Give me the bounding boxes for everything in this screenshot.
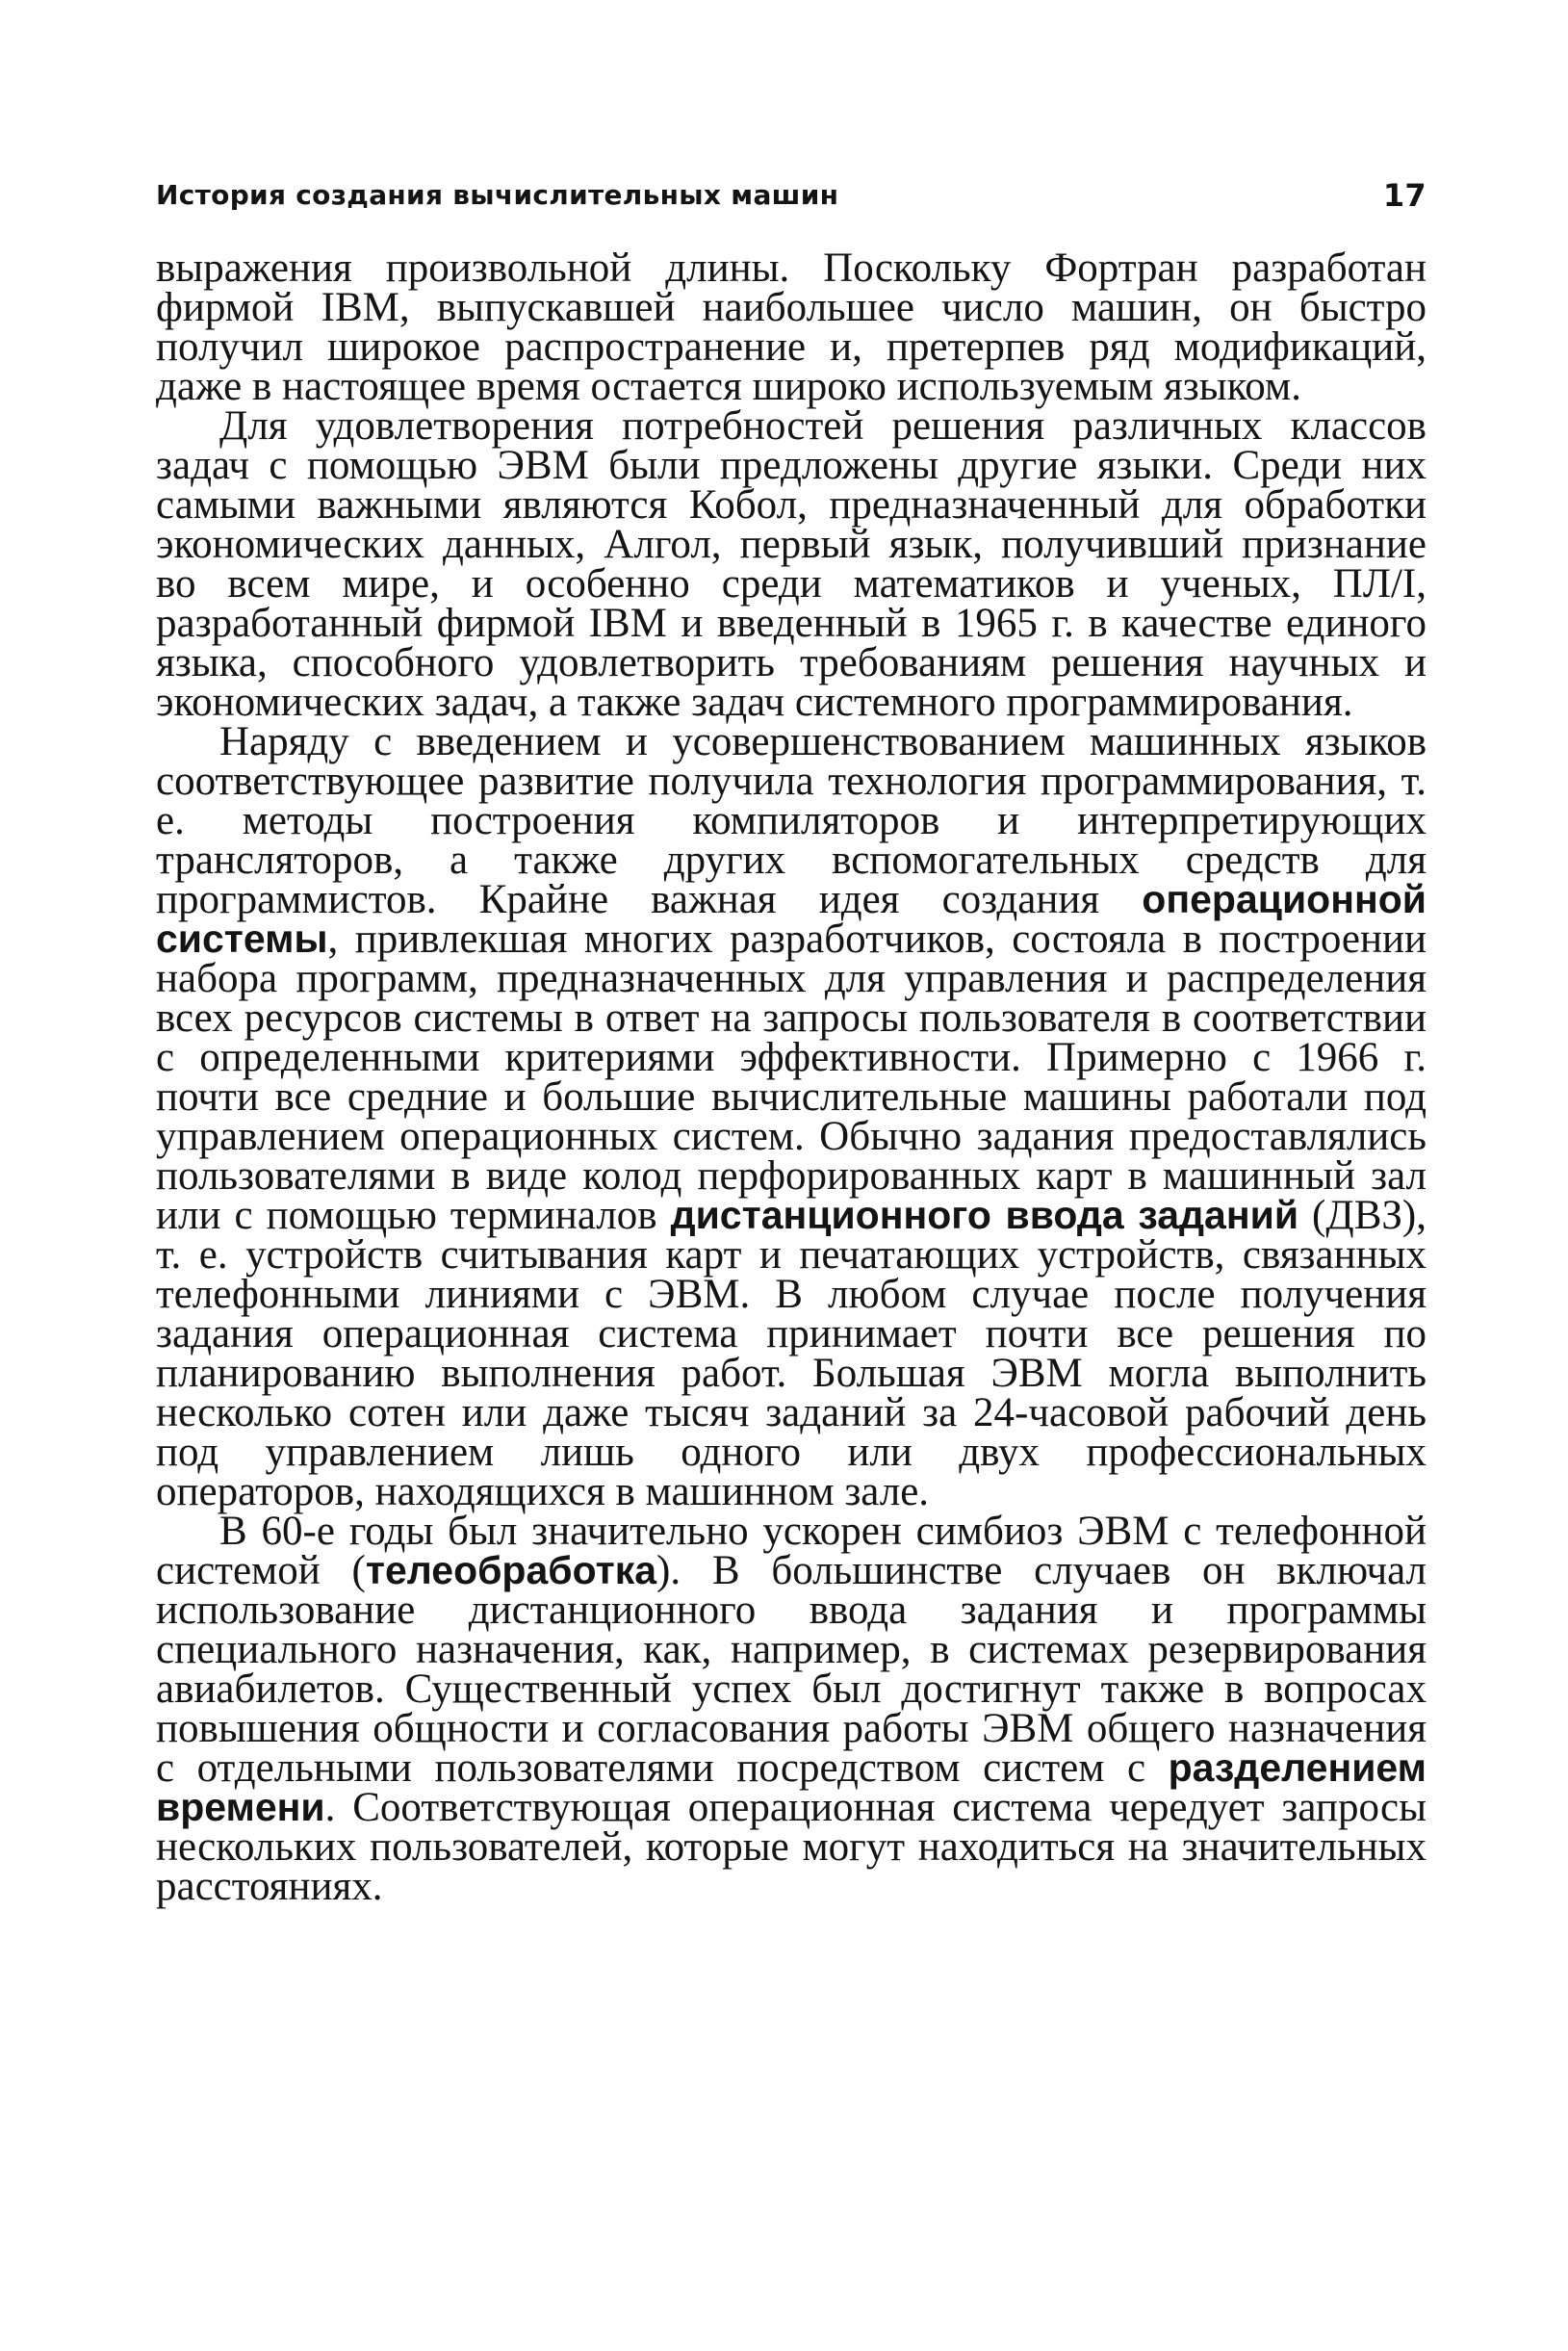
text-run: Для удовлетворения потребностей решения различных классов задач с помощью ЭВМ были предложены другие языки. Среди них самыми важными являются Кобол, предназначенный для обработки экономических данных, Алгол, первый язык, получивший признание во всем мире, и особенно среди математиков и ученых, ПЛ/I, разработанный фирмой IBM и введенный в 1965 г. в качестве единого языка, способного удовлетворить требованиям решения научных и экономических задач, а также задач системного программирования. — [156, 403, 1427, 725]
text-run: В 60-е годы был значительно ускорен симбиоз ЭВМ с телефонной системой ( — [156, 1509, 1427, 1593]
body-text — [156, 245, 1427, 1909]
page-number: 17 — [1382, 177, 1427, 214]
paragraph-1 — [156, 245, 1427, 409]
paragraph-4 — [156, 1509, 1427, 1909]
term-remote-job-entry: дистанционного ввода заданий — [670, 1193, 1299, 1237]
term-teleprocessing: телеобработка — [365, 1548, 657, 1592]
paragraph-3 — [156, 719, 1427, 1514]
text-run: , привлекшая многих разработчиков, состояла в построении набора программ, предназначенных для управления и распределения всех ресурсов системы в ответ на запросы пользователя в соответствии с определенными критериями эффективности. Примерно с 1966 г. почти все средние и большие вычислительные машины работали под управлением операционных систем. Обычно задания предоставлялись пользователями в виде колод перфорированных карт в машинный зал или с помощью терминалов — [156, 917, 1427, 1238]
text-run: выражения произвольной длины. Поскольку Фортран разработан фирмой IBM, выпускавшей наибольшее число машин, он быстро получил широкое распространение и, претерпев ряд модификаций, даже в настоящее время остается широко используемым языком. — [156, 245, 1427, 409]
text-run: . Соответствующая операционная система чередует запросы нескольких пользователей, которые могут находиться на значительных расстояниях. — [156, 1785, 1427, 1909]
term-time-sharing: разделением времени — [156, 1745, 1427, 1829]
text-run: Наряду с введением и усовершенствованием машинных языков соответствующее развитие получила технология программирования, т. е. методы построения компиляторов и интерпретирующих трансляторов, а также других вспомогательных средств для программистов. Крайне важная идея создания — [156, 719, 1427, 922]
paragraph-2 — [156, 403, 1427, 725]
running-head — [156, 171, 1427, 220]
text-run: ). В большинстве случаев он включал использование дистанционного ввода задания и программы специального назначения, как, например, в системах резервирования авиабилетов. Существенный успех был достигнут также в вопросах повышения общности и согласования работы ЭВМ общего назначения с отдельными пользователями посредством систем с — [156, 1548, 1427, 1791]
chapter-title: История создания вычислительных машин — [156, 179, 839, 211]
text-run: (ДВЗ), т. е. устройств считывания карт и печатающих устройств, связанных телефонными линиями с ЭВМ. В любом случае после получения задания операционная система принимает почти все решения по планированию выполнения работ. Большая ЭВМ могла выполнить несколько сотен или даже тысяч заданий за 24-часовой рабочий день под управлением лишь одного или двух профессиональных операторов, находящихся в машинном зале. — [156, 1193, 1427, 1514]
term-operating-system: операционной системы — [156, 877, 1427, 961]
